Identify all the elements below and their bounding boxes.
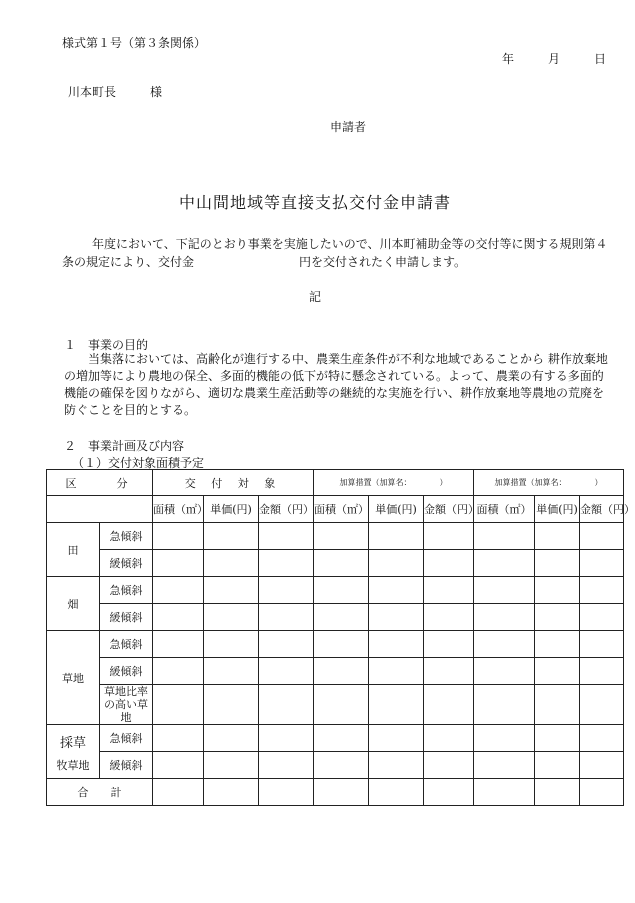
table-cell[interactable] <box>535 523 580 550</box>
addressee-name: 川本町長 <box>68 85 117 99</box>
table-cell[interactable] <box>369 550 424 577</box>
section2-heading: ２ 事業計画及び内容 <box>64 439 185 453</box>
header-taisho: 交 付 対 象 <box>153 470 314 496</box>
table-cell[interactable] <box>314 631 369 658</box>
table-cell[interactable] <box>424 658 474 685</box>
subheader-area-3: 面積（㎡） <box>474 496 535 523</box>
table-cell[interactable] <box>474 658 535 685</box>
table-cell[interactable] <box>424 685 474 725</box>
table-cell[interactable] <box>259 604 314 631</box>
table-cell[interactable] <box>153 658 204 685</box>
table-cell[interactable] <box>259 550 314 577</box>
subheader-blank <box>47 496 153 523</box>
table-cell[interactable] <box>204 685 259 725</box>
table-cell[interactable] <box>314 550 369 577</box>
table-cell[interactable] <box>259 685 314 725</box>
applicant-label: 申請者 <box>330 120 367 134</box>
table-cell[interactable] <box>535 779 580 806</box>
table-cell[interactable] <box>259 631 314 658</box>
addressee-suffix: 様 <box>150 85 163 99</box>
table-cell[interactable] <box>580 752 624 779</box>
subheader-unit-1: 単価(円) <box>204 496 259 523</box>
table-cell[interactable] <box>535 631 580 658</box>
addressee <box>68 83 162 100</box>
row-label-gentle: 緩傾斜 <box>100 752 153 779</box>
date-day-label: 日 <box>593 52 606 66</box>
table-cell[interactable] <box>580 685 624 725</box>
row-label-gentle: 緩傾斜 <box>100 604 153 631</box>
table-cell[interactable] <box>314 725 369 752</box>
table-cell[interactable] <box>424 631 474 658</box>
table-cell[interactable] <box>535 658 580 685</box>
table-cell[interactable] <box>204 779 259 806</box>
table-cell[interactable] <box>314 604 369 631</box>
table-cell[interactable] <box>535 604 580 631</box>
table-cell[interactable] <box>204 577 259 604</box>
table-cell[interactable] <box>369 685 424 725</box>
subheader-amount-2: 金額（円） <box>424 496 474 523</box>
table-cell[interactable] <box>153 577 204 604</box>
table-cell[interactable] <box>474 725 535 752</box>
table-cell[interactable] <box>535 550 580 577</box>
header-kasan-1: 加算措置（加算名： ） <box>314 470 474 496</box>
table-cell[interactable] <box>474 752 535 779</box>
table-cell[interactable] <box>153 725 204 752</box>
table-cell[interactable] <box>424 725 474 752</box>
subheader-unit-2: 単価(円) <box>369 496 424 523</box>
form-number: 様式第１号（第３条関係） <box>62 36 207 50</box>
section2-subheading: （１）交付対象面積予定 <box>72 456 205 470</box>
category-bokusochi: 牧草地 <box>56 758 90 772</box>
table-cell[interactable] <box>580 725 624 752</box>
table-cell[interactable] <box>259 779 314 806</box>
table-cell[interactable] <box>204 752 259 779</box>
table-cell[interactable] <box>580 577 624 604</box>
table-cell[interactable] <box>259 725 314 752</box>
table-cell[interactable] <box>535 752 580 779</box>
table-cell[interactable] <box>314 658 369 685</box>
table-cell[interactable] <box>153 604 204 631</box>
category-ta: 田 <box>47 523 100 577</box>
table-cell[interactable] <box>153 523 204 550</box>
table-cell[interactable] <box>204 550 259 577</box>
table-cell[interactable] <box>535 685 580 725</box>
statement-part1: 年度において、下記のとおり事業を実施したいので、川本町補助金等の交付等に関する規則第４条の規定により、交付金 <box>62 237 608 269</box>
row-label-steep: 急傾斜 <box>100 577 153 604</box>
table-cell[interactable] <box>204 631 259 658</box>
table-cell[interactable] <box>474 577 535 604</box>
table-cell[interactable] <box>424 550 474 577</box>
table-cell[interactable] <box>314 752 369 779</box>
table-cell[interactable] <box>204 604 259 631</box>
table-cell[interactable] <box>474 631 535 658</box>
total-label: 合 計 <box>47 779 153 806</box>
subheader-amount-3: 金額（円） <box>580 496 624 523</box>
table-cell[interactable] <box>424 577 474 604</box>
table-cell[interactable] <box>259 752 314 779</box>
area-table <box>46 469 635 806</box>
row-label-steep: 急傾斜 <box>100 631 153 658</box>
table-cell[interactable] <box>153 779 204 806</box>
table-cell[interactable] <box>474 523 535 550</box>
table-cell[interactable] <box>369 752 424 779</box>
subheader-area-2: 面積（㎡） <box>314 496 369 523</box>
subheader-amount-1: 金額（円） <box>259 496 314 523</box>
table-cell[interactable] <box>580 604 624 631</box>
section1-heading: １ 事業の目的 <box>64 338 149 352</box>
row-label-gentle: 緩傾斜 <box>100 658 153 685</box>
row-label-steep: 急傾斜 <box>100 523 153 550</box>
table-cell[interactable] <box>369 523 424 550</box>
section1-paragraph: 当集落においては、高齢化が進行する中、農業生産条件が不利な地域であることから 耕作放棄地の増加等により農地の保全、多面的機能の低下が特に懸念されている。よって、農業の有する多面的機能の確保を図りながら、適切な農業生産活動等の継続的な実施を行い、耕作放棄地等農地の荒廃を防ぐことを目的とする。 <box>64 352 608 417</box>
table-cell[interactable] <box>369 631 424 658</box>
table-cell[interactable] <box>474 685 535 725</box>
table-cell[interactable] <box>369 779 424 806</box>
table-cell[interactable] <box>474 779 535 806</box>
table-cell[interactable] <box>580 779 624 806</box>
section1-text <box>64 351 612 419</box>
statement-part2: 円を交付されたく申請します。 <box>299 255 467 269</box>
table-cell[interactable] <box>424 779 474 806</box>
table-cell[interactable] <box>474 550 535 577</box>
table-cell[interactable] <box>580 658 624 685</box>
date-line <box>502 50 606 67</box>
application-statement <box>62 235 610 271</box>
date-year-label: 年 <box>501 52 514 66</box>
table-cell[interactable] <box>314 523 369 550</box>
table-cell[interactable] <box>369 658 424 685</box>
category-hata: 畑 <box>47 577 100 631</box>
table-cell[interactable] <box>369 604 424 631</box>
table-cell[interactable] <box>424 604 474 631</box>
table-cell[interactable] <box>369 725 424 752</box>
table-cell[interactable] <box>369 577 424 604</box>
ki-mark: 記 <box>308 290 321 304</box>
table-cell[interactable] <box>424 523 474 550</box>
row-label-high-ratio: 草地比率の高い草地 <box>100 685 153 725</box>
category-saiso: 採草 <box>59 735 86 751</box>
table-cell[interactable] <box>204 658 259 685</box>
table-cell[interactable] <box>259 658 314 685</box>
table-cell[interactable] <box>204 725 259 752</box>
table-cell[interactable] <box>535 577 580 604</box>
table-cell[interactable] <box>535 725 580 752</box>
category-sochi: 草地 <box>47 631 100 725</box>
table-cell[interactable] <box>314 779 369 806</box>
table-cell[interactable] <box>580 523 624 550</box>
row-label-steep: 急傾斜 <box>100 725 153 752</box>
table-cell[interactable] <box>580 550 624 577</box>
subheader-area-1: 面積（㎡） <box>153 496 204 523</box>
header-kubun: 区 分 <box>47 470 153 496</box>
table-cell[interactable] <box>153 752 204 779</box>
table-cell[interactable] <box>259 577 314 604</box>
header-kasan-2: 加算措置（加算名： ） <box>474 470 624 496</box>
document-title: 中山間地域等直接支払交付金申請書 <box>178 193 451 212</box>
table-cell[interactable] <box>259 523 314 550</box>
date-month-label: 月 <box>547 52 560 66</box>
table-cell[interactable] <box>424 752 474 779</box>
table-cell[interactable] <box>153 685 204 725</box>
subheader-unit-3: 単価(円) <box>535 496 580 523</box>
table-cell[interactable] <box>314 685 369 725</box>
table-cell[interactable] <box>580 631 624 658</box>
row-label-gentle: 緩傾斜 <box>100 550 153 577</box>
table-cell[interactable] <box>204 523 259 550</box>
table-cell[interactable] <box>153 550 204 577</box>
category-saiso-bokusochi <box>47 725 100 779</box>
table-cell[interactable] <box>314 577 369 604</box>
table-cell[interactable] <box>153 631 204 658</box>
table-cell[interactable] <box>474 604 535 631</box>
